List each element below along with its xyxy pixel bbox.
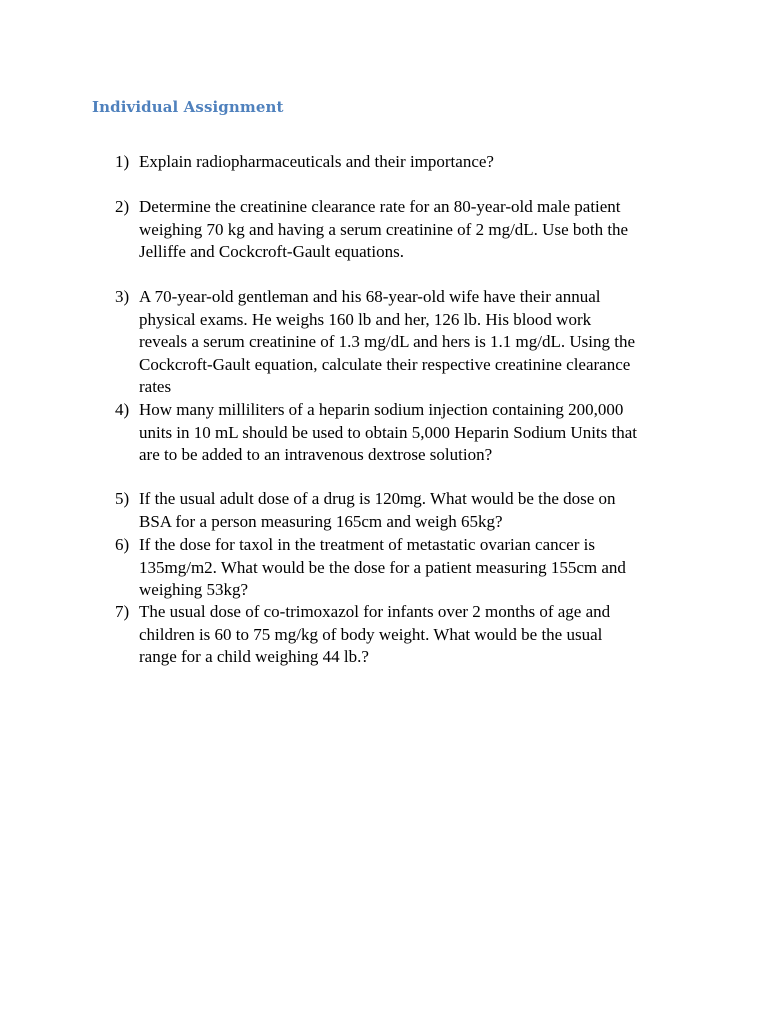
question-text: [139, 196, 684, 264]
question-line: How many milliliters of a heparin sodium injection containing 200,000: [139, 400, 624, 419]
question-line: weighing 70 kg and having a serum creatinine of 2 mg/dL. Use both the: [139, 219, 629, 239]
question-line: Cockcroft-Gault equation, calculate their respective creatinine clearance: [139, 354, 631, 374]
question-line: units in 10 mL should be used to obtain 5,000 Heparin Sodium Units that: [139, 422, 638, 442]
question-line: reveals a serum creatinine of 1.3 mg/dL and hers is 1.1 mg/dL. Using the: [139, 332, 636, 352]
question-number: 6): [115, 535, 130, 554]
question-line: Determine the creatinine clearance rate for an 80-year-old male patient: [139, 197, 621, 216]
question-number: 7): [115, 602, 130, 621]
question-line: Explain radiopharmaceuticals and their importance?: [139, 152, 494, 171]
question-text: [139, 286, 684, 399]
question-number: 4): [115, 400, 130, 419]
question-text: [139, 399, 684, 467]
question-line: range for a child weighing 44 lb.?: [139, 647, 369, 667]
question-line: A 70-year-old gentleman and his 68-year-old wife have their annual: [139, 287, 601, 306]
question-text: [139, 488, 684, 533]
question-line: physical exams. He weighs 160 lb and her, 126 lb. His blood work: [139, 309, 592, 329]
question-number: 2): [115, 197, 130, 216]
question-line: The usual dose of co-trimoxazol for infants over 2 months of age and: [139, 602, 611, 621]
question-line: rates: [139, 377, 172, 397]
assignment-heading: Individual Assignment: [92, 98, 284, 116]
question-line: BSA for a person measuring 165cm and weigh 65kg?: [139, 511, 503, 531]
question-line: 135mg/m2. What would be the dose for a patient measuring 155cm and: [139, 557, 626, 577]
question-line: If the usual adult dose of a drug is 120mg. What would be the dose on: [139, 489, 616, 508]
question-line: are to be added to an intravenous dextrose solution?: [139, 445, 493, 465]
question-line: children is 60 to 75 mg/kg of body weight. What would be the usual: [139, 624, 603, 644]
question-number: 5): [115, 489, 130, 508]
question-line: Jelliffe and Cockcroft-Gault equations.: [139, 242, 404, 262]
question-line: weighing 53kg?: [139, 580, 249, 600]
question-line: If the dose for taxol in the treatment of metastatic ovarian cancer is: [139, 535, 595, 554]
question-number: 3): [115, 287, 130, 306]
question-text: [139, 151, 684, 174]
question-number: 1): [115, 152, 130, 171]
question-text: [139, 534, 684, 602]
question-text: [139, 601, 684, 669]
